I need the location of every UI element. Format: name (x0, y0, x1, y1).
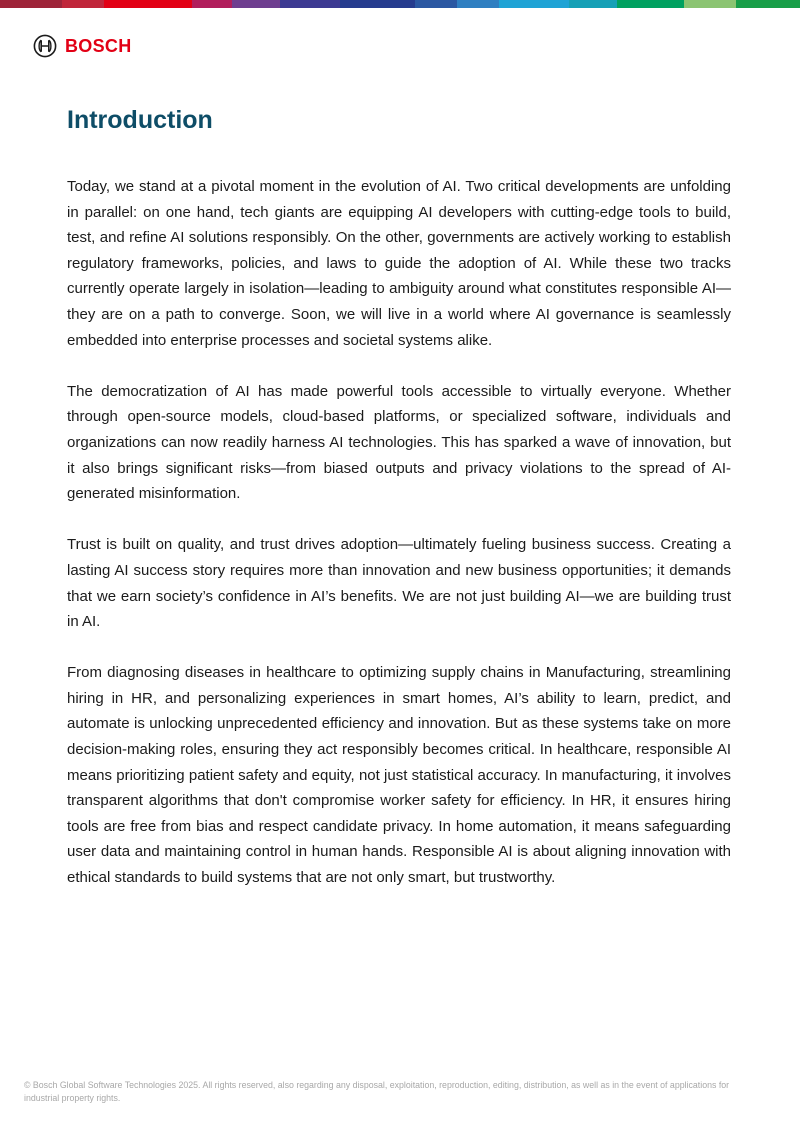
stripe-segment (457, 0, 499, 8)
stripe-segment (415, 0, 457, 8)
stripe-segment (617, 0, 684, 8)
paragraph: Today, we stand at a pivotal moment in the evolution of AI. Two critical developments are unfolding in parallel: on one hand, tech giants are equipping AI developers with cutting-edge tools to build, test, and refine AI solutions responsibly. On the other, governments are actively working to establish regulatory frameworks, policies, and laws to guide the adoption of AI. While these two tracks currently operate largely in isolation—leading to ambiguity around what constitutes responsible AI—they are on a path to converge. Soon, we will live in a world where AI governance is seamlessly embedded into enterprise processes and societal systems alike. (67, 178, 731, 349)
stripe-segment (0, 0, 62, 8)
paragraph: Trust is built on quality, and trust drives adoption—ultimately fueling business success. Creating a lasting AI success story requires more than innovation and new business opportunities; it demands that we earn society’s confidence in AI’s benefits. We are not just building AI—we are building trust in AI. (67, 536, 731, 631)
stripe-segment (569, 0, 617, 8)
stripe-segment (104, 0, 192, 8)
brand-name: BOSCH (65, 35, 132, 56)
stripe-segment (192, 0, 232, 8)
bosch-armature-icon (33, 34, 57, 58)
stripe-segment (62, 0, 104, 8)
stripe-segment (280, 0, 340, 8)
paragraph: The democratization of AI has made powerful tools accessible to virtually everyone. Whether through open-source models, cloud-based platforms, or specialized software, individuals and organizations can now readily harness AI technologies. This has sparked a wave of innovation, but it also brings significant risks—from biased outputs and privacy violations to the spread of AI-generated misinformation. (67, 382, 731, 503)
bosch-logo (33, 34, 132, 58)
stripe-segment (499, 0, 569, 8)
stripe-segment (340, 0, 415, 8)
body-text (67, 174, 731, 916)
copyright-footer: © Bosch Global Software Technologies 2025. All rights reserved, also regarding any disposal, exploitation, reproduction, editing, distribution, as well as in the event of applications for industrial property rights. (24, 1080, 730, 1103)
page-title: Introduction (67, 106, 213, 134)
stripe-segment (232, 0, 280, 8)
color-stripe-bar (0, 0, 800, 8)
paragraph: From diagnosing diseases in healthcare to optimizing supply chains in Manufacturing, streamlining hiring in HR, and personalizing experiences in smart homes, AI’s ability to learn, predict, and automate is unlocking unprecedented efficiency and innovation. But as these systems take on more decision-making roles, ensuring they act responsibly becomes critical. In healthcare, responsible AI means prioritizing patient safety and equity, not just statistical accuracy. In manufacturing, it involves transparent algorithms that don't compromise worker safety for efficiency. In HR, it ensures hiring tools are free from bias and respect candidate privacy. In home automation, it means safeguarding user data and maintaining control in human hands. Responsible AI is about aligning innovation with ethical standards to build systems that are not only smart, but trustworthy. (67, 664, 731, 887)
stripe-segment (684, 0, 736, 8)
stripe-segment (736, 0, 800, 8)
